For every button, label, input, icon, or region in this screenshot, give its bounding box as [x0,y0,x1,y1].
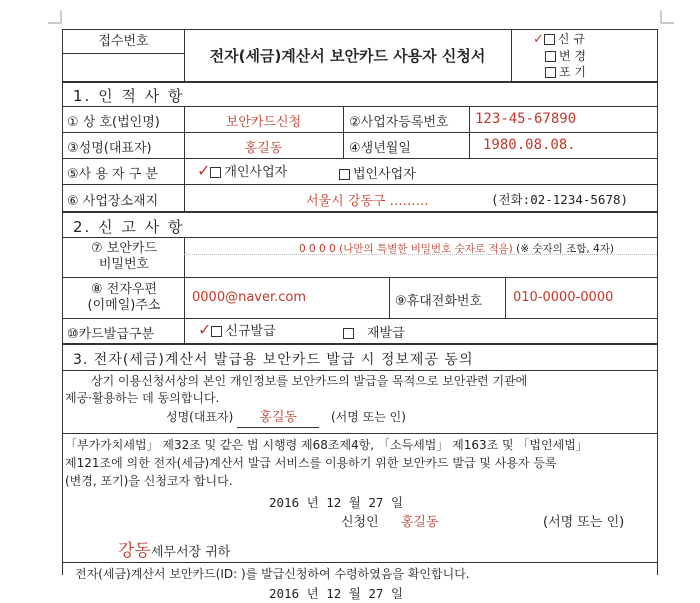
check-mark-icon: ✓ [197,161,211,180]
checkbox-cancel[interactable] [545,67,556,78]
row-representative [63,132,657,158]
company-value[interactable]: 보안카드신청 [225,115,302,130]
form-header [63,29,657,81]
law-line-2: 제121조에 의한 전자(세금)계산서 발급 서비스를 이용하기 위한 보안카드 발급 및 사용자 등록 [65,456,557,470]
password-note-2: (※ 숫자의 조합, 4자) [516,243,615,255]
email-label: ⑧ 전자우편 (이메일)주소 [87,282,161,313]
page-corner-mark-right [660,10,672,22]
address-label: ⑥ 사업장소재지 [67,194,159,209]
company-label: ① 상 호(법인명) [67,115,160,130]
row-email [63,277,657,318]
row-password [63,237,657,277]
consent-block [63,370,657,433]
law-line-1: 「부가가치세법」 제32조 및 같은 법 시행령 제68조제4항, 「소득세법」 제163조 및 「법인세법」 [65,438,588,452]
password-note: (나만의 특별한 비밀번호 숫자로 적음) [339,243,513,255]
address-value[interactable]: 서울시 강동구 ……… [306,194,429,209]
bizno-value[interactable]: 123-45-67890 [475,111,577,127]
consent-line-2: 제공·활용하는 데 동의합니다. [65,391,220,405]
email-value[interactable]: 0000@naver.com [192,290,307,305]
row-address [63,184,657,211]
office-line [63,534,657,562]
application-type-options [533,31,586,80]
page-corner-mark-left [48,10,60,22]
applicant-sign-suffix: (서명 또는 인) [543,515,625,530]
receipt-number-label: 접수번호 [63,30,184,54]
usertype-corporate-option[interactable]: 법인사업자 [339,163,416,182]
password-label: ⑦ 보안카드 비밀번호 [90,241,158,272]
option-new[interactable]: ✓ 신 규 [533,32,585,47]
birth-label: ④생년월일 [349,141,411,156]
issue-label: ⑩카드발급구분 [67,327,155,342]
check-mark-icon: ✓ [533,32,544,47]
checkbox-change[interactable] [545,51,556,62]
section1-title: 1. 인 적 사 항 [73,87,185,105]
section3-title: 3. 전자(세금)계산서 발급용 보안카드 발급 시 정보제공 동의 [73,352,474,368]
option-cancel[interactable]: 포 기 [545,64,586,80]
confirm-text: 전자(세금)계산서 보안카드(ID: )를 발급신청하여 수령하였음을 확인합니다. [75,567,470,581]
rep-label: ③성명(대표자) [67,141,152,156]
bizno-label: ②사업자등록번호 [349,115,449,130]
section2-title: 2. 신 고 사 항 [73,218,185,236]
password-entry[interactable] [299,241,614,256]
confirm-date: 2016 년 12 월 27 일 [269,586,404,601]
applicant-sign: 신청인 홍길동 [341,515,439,530]
law-line-3: (변경, 포기)을 신청코자 합니다. [65,474,233,488]
row-company [63,106,657,132]
checkbox-individual[interactable] [210,167,221,178]
mobile-label: ⑨휴대전화번호 [395,294,483,309]
office-addressee: 강동세무서장 귀하 [118,541,231,561]
mobile-value[interactable]: 010-0000-0000 [513,290,614,305]
usertype-individual-option[interactable]: ✓ 개인사업자 [197,161,288,180]
application-block [63,433,657,534]
applicant-name[interactable]: 홍길동 [400,515,439,530]
section3-header [63,343,657,370]
consent-line-1: 상기 이용신청서상의 본인 개인정보를 보안카드의 발급을 목적으로 보안관련 기관에 [91,374,528,388]
form-title: 전자(세금)계산서 보안카드 사용자 신청서 [209,47,486,65]
consent-sign-name[interactable]: 홍길동 [237,409,319,428]
section1-header [63,81,657,106]
rep-value[interactable]: 홍길동 [244,141,283,156]
password-value: 0 0 0 0 [299,243,336,255]
checkbox-issue-re[interactable] [343,328,354,339]
checkbox-corporate[interactable] [339,169,350,180]
issue-new-option[interactable]: ✓ 신규발급 [198,320,276,339]
confirmation-block [63,562,657,602]
row-user-type [63,158,657,184]
office-name: 강동 [118,541,151,561]
section2-header [63,211,657,237]
consent-sign: 성명(대표자) 홍길동 (서명 또는 인) [166,409,406,428]
checkbox-new[interactable] [544,34,555,45]
check-mark-icon: ✓ [198,320,212,339]
receipt-number-field[interactable] [63,54,184,82]
application-date: 2016 년 12 월 27 일 [269,495,404,510]
row-issue-type [63,318,657,343]
issue-re-option[interactable]: 재발급 [343,322,405,341]
application-form [62,29,658,601]
option-change[interactable]: 변 경 [545,48,586,64]
phone-text: (전화:02-1234-5678) [491,192,629,207]
checkbox-issue-new[interactable] [211,326,222,337]
birth-value[interactable]: 1980.08.08. [483,137,576,153]
usertype-label: ⑤사 용 자 구 분 [67,167,158,182]
